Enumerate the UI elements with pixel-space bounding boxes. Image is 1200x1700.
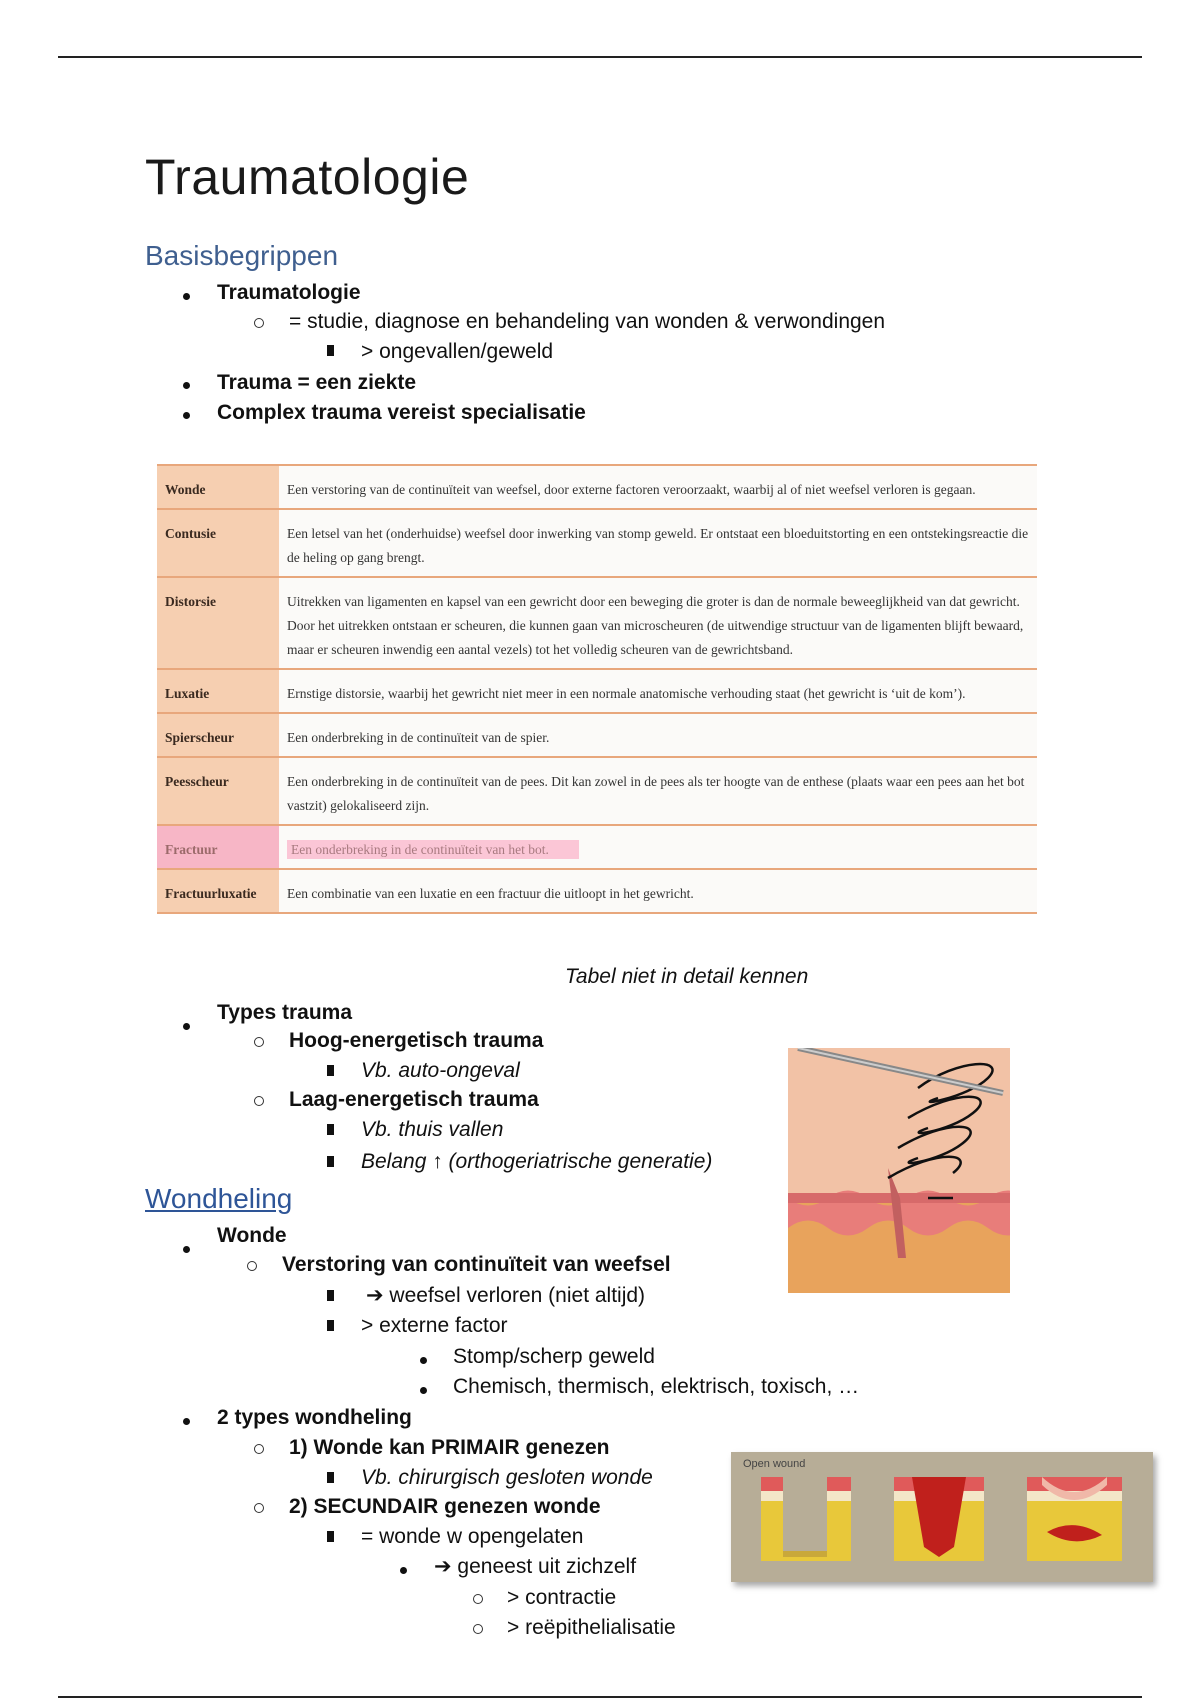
list-item: Belang ↑ (orthogeriatrische generatie) — [361, 1150, 713, 1173]
table-term: Peesscheur — [157, 757, 279, 825]
bullet — [254, 309, 264, 335]
table-definition: Een letsel van het (onderhuidse) weefsel door inwerking van stomp geweld. Er ontstaat een bloeduitstorting en een ontstekingsreactie die de heling op gang brengt. — [279, 509, 1037, 577]
bullet — [327, 1282, 334, 1308]
table-definition: Een onderbreking in de continuïteit van de spier. — [279, 713, 1037, 757]
list-item: = wonde w opengelaten — [361, 1525, 584, 1548]
list-item: Traumatologie — [217, 281, 361, 304]
table-row — [157, 669, 1037, 713]
bullet — [183, 281, 190, 307]
footer-rule — [58, 1696, 1142, 1698]
table-caption: Tabel niet in detail kennen — [565, 965, 809, 988]
list-item: 2) SECUNDAIR genezen wonde — [289, 1495, 601, 1518]
bullet — [327, 1148, 334, 1174]
section-heading-wondheling: Wondheling — [145, 1183, 293, 1214]
table-row-highlighted — [157, 825, 1037, 869]
list-item: Complex trauma vereist specialisatie — [217, 401, 586, 424]
list-item: = studie, diagnose en behandeling van wonden & verwondingen — [289, 310, 886, 333]
table-row — [157, 577, 1037, 669]
list-item: > externe factor — [361, 1314, 508, 1337]
bullet — [473, 1615, 483, 1641]
list-item: Vb. thuis vallen — [361, 1118, 504, 1141]
bullet — [183, 1234, 190, 1260]
bullet — [254, 1494, 264, 1520]
bullet — [254, 1028, 264, 1054]
list-item: Vb. chirurgisch gesloten wonde — [361, 1466, 653, 1489]
list-item: Hoog-energetisch trauma — [289, 1029, 544, 1052]
bullet — [254, 1087, 264, 1113]
bullet — [473, 1585, 483, 1611]
bullet — [183, 400, 190, 426]
bullet — [254, 1435, 264, 1461]
table-term: Spierscheur — [157, 713, 279, 757]
list-item: 1) Wonde kan PRIMAIR genezen — [289, 1436, 610, 1459]
list-item: > contractie — [507, 1586, 617, 1609]
list-item: Chemisch, thermisch, elektrisch, toxisch, … — [453, 1375, 860, 1398]
bullet — [183, 1406, 190, 1432]
definitions-table — [157, 464, 1037, 914]
bullet — [327, 1312, 334, 1338]
bullet — [327, 1523, 334, 1549]
table-definition-cell — [279, 825, 1037, 869]
table-term: Wonde — [157, 465, 279, 509]
table-definition: Ernstige distorsie, waarbij het gewricht niet meer in een normale anatomische verhouding staat (het gewricht is ‘uit de kom’). — [279, 669, 1037, 713]
table-term: Distorsie — [157, 577, 279, 669]
table-definition: Een combinatie van een luxatie en een fractuur die uitloopt in het gewricht. — [279, 869, 1037, 913]
table-row — [157, 757, 1037, 825]
header-rule — [58, 56, 1142, 58]
list-item: Types trauma — [217, 1001, 352, 1024]
table-term: Fractuurluxatie — [157, 869, 279, 913]
section-heading-basisbegrippen: Basisbegrippen — [145, 240, 339, 271]
table-term: Fractuur — [157, 825, 279, 869]
table-term: Contusie — [157, 509, 279, 577]
list-item: > reëpithelialisatie — [507, 1616, 676, 1639]
table-definition: Een onderbreking in de continuïteit van het bot. — [287, 840, 579, 859]
list-item: Verstoring van continuïteit van weefsel — [282, 1253, 671, 1276]
list-item: 2 types wondheling — [217, 1406, 412, 1429]
list-item: ➔ geneest uit zichzelf — [434, 1555, 637, 1578]
bullet — [327, 337, 334, 363]
list-item: Vb. auto-ongeval — [361, 1059, 520, 1082]
suture-illustration — [788, 1048, 1010, 1293]
page-title: Traumatologie — [145, 149, 470, 205]
bullet — [183, 370, 190, 396]
bullet — [183, 1011, 190, 1037]
list-item: Stomp/scherp geweld — [453, 1345, 655, 1368]
table-term: Luxatie — [157, 669, 279, 713]
list-item: Wonde — [217, 1224, 287, 1247]
table-row — [157, 465, 1037, 509]
bullet — [327, 1116, 334, 1142]
table-row — [157, 869, 1037, 913]
list-item: Trauma = een ziekte — [217, 371, 417, 394]
list-item: Laag-energetisch trauma — [289, 1088, 539, 1111]
open-wound-label: Open wound — [743, 1458, 806, 1470]
list-item: ➔ weefsel verloren (niet altijd) — [366, 1284, 646, 1307]
bullet — [327, 1057, 334, 1083]
bullet — [247, 1252, 257, 1278]
table-definition: Uitrekken van ligamenten en kapsel van een gewricht door een beweging die groter is dan de normale beweeglijkheid van dat gewricht. Door het uitrekken ontstaan er scheuren, die kunnen gaan van microscheuren (de uitwendige structuur van de ligamenten blijft bewaard, maar er scheuren inwendig een aantal vezels) tot het volledig scheuren van de gewrichtsband. — [279, 577, 1037, 669]
open-wound-illustration — [731, 1452, 1153, 1582]
table-row — [157, 713, 1037, 757]
list-item: > ongevallen/geweld — [361, 340, 554, 363]
bullet — [420, 1375, 427, 1401]
bullet — [400, 1555, 407, 1581]
table-definition: Een onderbreking in de continuïteit van de pees. Dit kan zowel in de pees als ter hoogte van de enthese (plaats waar een pees aan het bot vastzit) gelokaliseerd zijn. — [279, 757, 1037, 825]
bullet — [420, 1345, 427, 1371]
bullet — [327, 1464, 334, 1490]
table-definition: Een verstoring van de continuïteit van weefsel, door externe factoren veroorzaakt, waarbij al of niet weefsel verloren is gegaan. — [279, 465, 1037, 509]
table-row — [157, 509, 1037, 577]
